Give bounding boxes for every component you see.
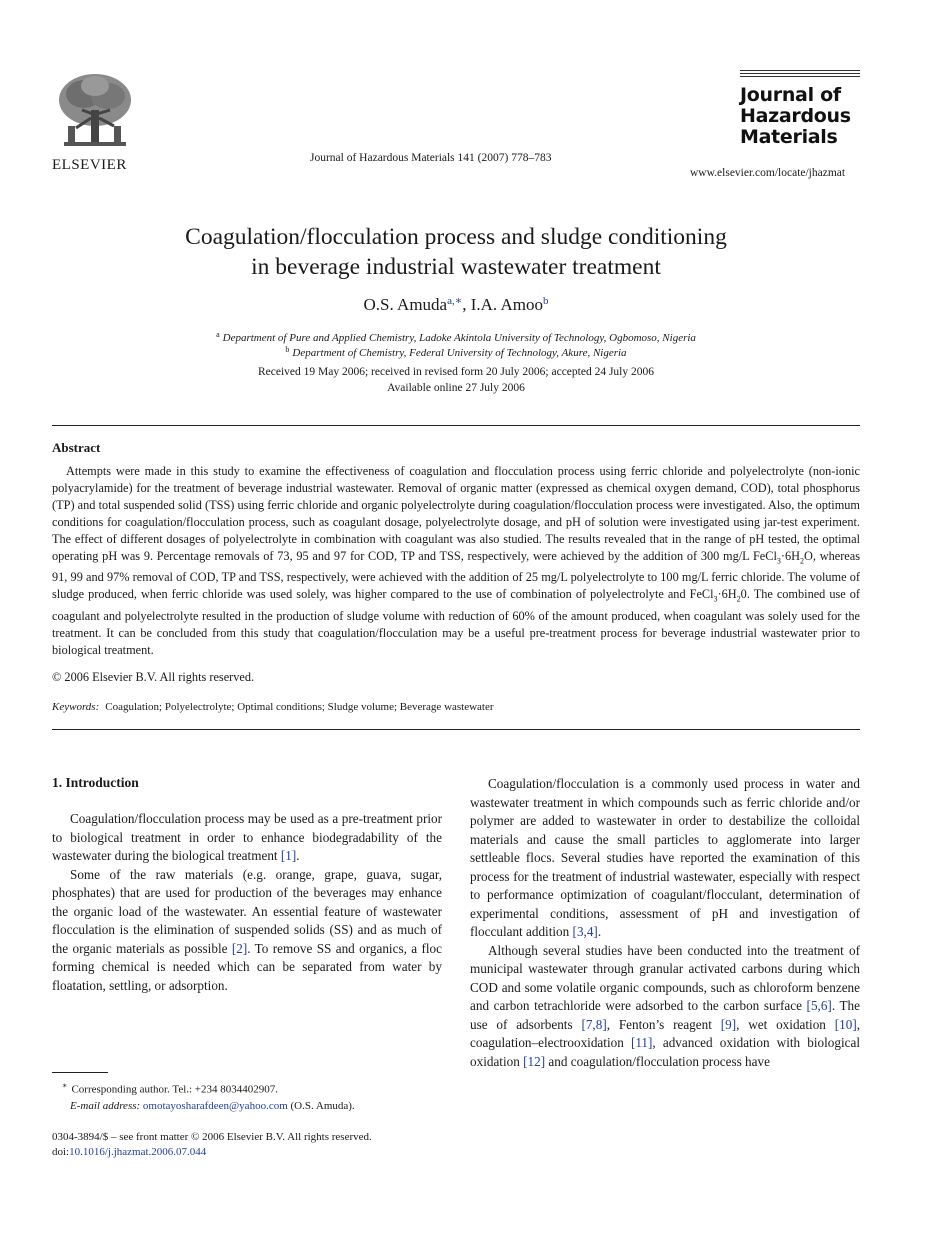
paper-title — [52, 222, 860, 282]
section-heading: 1. Introduction — [52, 775, 139, 790]
elsevier-logo — [52, 70, 142, 174]
email-link[interactable]: omotayosharafdeen@yahoo.com — [142, 1099, 288, 1112]
authors — [52, 294, 860, 315]
publisher-name: ELSEVIER — [52, 157, 127, 173]
journal-url[interactable]: www.elsevier.com/locate/jhazmat — [690, 167, 846, 179]
title-line: Coagulation/flocculation process and sludge conditioning — [185, 224, 727, 250]
bottom-info — [52, 1130, 372, 1160]
affiliation-mark: a — [216, 330, 220, 339]
divider — [52, 729, 860, 730]
journal-logo-line: Journal of — [740, 84, 841, 106]
author-affiliation-mark[interactable]: b — [542, 295, 549, 307]
citation-link[interactable]: [1] — [280, 848, 297, 863]
citation-link[interactable]: [12] — [523, 1053, 546, 1069]
corresponding-author-footnote — [52, 1078, 355, 1114]
citation-link[interactable]: [3,4] — [572, 924, 598, 939]
paragraph: Although several studies have been conducted into the treatment of municipal wastewater through granular activated carbons during which COD and some volatile organic compounds, such as chloroform benzene and carbon tetrachloride were adsorbed to the carbon surface [5,6]. The use of adsorbents [7,8], Fenton’s reagent [9], wet oxidation [10], coagulation–electrooxidation [11], advanced oxidation with biological oxidation [12] and coagulation/flocculation process have — [470, 942, 861, 1069]
doi-link[interactable]: 10.1016/j.jhazmat.2006.07.044 — [69, 1146, 207, 1158]
paragraph: Coagulation/flocculation process may be used as a pre-treatment prior to biological treatment in order to enhance biodegradability of the wastewater during the biological treatment [1]. — [52, 811, 442, 863]
journal-logo-line: Materials — [740, 126, 838, 148]
affiliation-text: Department of Chemistry, Federal University of Technology, Akure, Nigeria — [292, 347, 627, 359]
citation-link[interactable]: [2] — [231, 940, 248, 956]
citation-link[interactable]: [5,6] — [806, 998, 832, 1013]
right-column — [470, 775, 860, 1071]
citation-link[interactable]: [9] — [720, 1016, 737, 1032]
citation-link[interactable]: [7,8] — [581, 1016, 607, 1032]
author-separator: , — [462, 295, 471, 314]
author-name: O.S. Amuda — [363, 295, 448, 314]
footnote-divider — [52, 1072, 108, 1073]
affiliation — [52, 345, 860, 359]
author-affiliation-mark[interactable]: a,∗ — [447, 295, 463, 307]
title-line: in beverage industrial wastewater treatment — [251, 254, 661, 280]
paragraph: Coagulation/flocculation is a commonly used process in water and wastewater treatment in which compounds such as ferric chloride and/or polymer are added to wastewater in order to destabilize the colloidal materials and cause the small particles to agglomerate into larger settleable flocs. Several studies have reported the examination of this process for the treatment of industrial wastewater, especially with respect to performance optimization of coagulant/flocculant, determination of experimental conditions, assessment of pH and investigation of flocculant addition [3,4]. — [470, 776, 860, 939]
email-tail: (O.S. Amuda). — [287, 1099, 355, 1112]
citation-link[interactable]: [10] — [834, 1016, 857, 1032]
keywords-label: Keywords: — [52, 701, 100, 713]
abstract-heading: Abstract — [52, 440, 101, 455]
citation-link[interactable]: [11] — [630, 1035, 653, 1050]
left-column — [52, 810, 442, 995]
divider — [52, 425, 860, 426]
journal-logo — [740, 70, 860, 148]
doi-label: doi: — [52, 1146, 70, 1158]
affiliation — [52, 330, 860, 344]
affiliation-text: Department of Pure and Applied Chemistry, Ladoke Akintola University of Technology, Ogbomoso, Nigeria — [222, 332, 696, 344]
online-date: Available online 27 July 2006 — [387, 382, 525, 394]
paragraph: Some of the raw materials (e.g. orange, grape, guava, sugar, phosphates) that are used for production of the beverages may enhance the organic load of the wastewater. An essential feature of wastewater flocculation is the elimination of suspended solids (SS) and as much of the organic materials as possible [2]. To remove SS and organics, a floc forming chemical is needed which can be separated from water by floatation, settling, or adsorption. — [52, 866, 442, 993]
email-label: E-mail address: — [70, 1099, 141, 1112]
journal-reference: Journal of Hazardous Materials 141 (2007) 778–783 — [310, 152, 552, 164]
footnote-mark: ∗ — [62, 1081, 68, 1090]
issn-line: 0304-3894/$ – see front matter © 2006 Elsevier B.V. All rights reserved. — [52, 1131, 372, 1143]
copyright-notice: © 2006 Elsevier B.V. All rights reserved. — [52, 670, 255, 684]
received-dates: Received 19 May 2006; received in revised form 20 July 2006; accepted 24 July 2006 — [257, 366, 654, 378]
keywords-text: Coagulation; Polyelectrolyte; Optimal conditions; Sludge volume; Beverage wastewater — [105, 701, 494, 713]
keywords — [52, 701, 494, 713]
elsevier-tree-icon — [54, 70, 136, 152]
abstract-text: Attempts were made in this study to examine the effectiveness of coagulation and flocculation process using ferric chloride and polyelectrolyte (non-ionic polyacrylamide) for the treatment of beverage industrial wastewater. Removal of organic matter (expressed as chemical oxygen demand, COD), total phosphorus (TP) and total suspended solid (TSS) using ferric chloride and organic polyelectrolyte during coagulation/flocculation process were investigated. Also, the optimum conditions for coagulation/flocculation process, such as coagulant dosage, polyelectrolyte dosage, and pH of solution were investigated using jar-test experiment. The effect of different dosages of polyelectrolyte in combination with coagulant was also studied. The results revealed that in the range of pH tested, the optimal operating pH was 9. Percentage removals of 73, 95 and 97 for COD, TP and TSS, respectively, were achieved by the addition of 300 mg/L $FeCl_3\cdot 6H_2O$, whereas 91, 99 and 97% removal of COD, TP and TSS, respectively, were achieved with the addition of 25 mg/L polyelectrolyte to 100 mg/L ferric chloride. The volume of sludge produced, when ferric chloride was used solely, was higher compared to the use of combination of polyelectrolyte and $FeCl_3\cdot 6H_20$. The combined use of coagulant and polyelectrolyte resulted in the production of sludge volume with reduction of 60% of the amount produced, when coagulant was solely used for the treatment. It can be concluded from this study that coagulation/flocculation may be a useful pre-treatment process for beverage industrial wastewater prior to biological treatment. — [52, 464, 860, 657]
journal-logo-line: Hazardous — [740, 105, 851, 127]
author-name: I.A. Amoo — [470, 295, 543, 314]
footnote-text: Corresponding author. Tel.: +234 8034402907. — [71, 1083, 279, 1096]
affiliation-mark: b — [285, 345, 290, 354]
